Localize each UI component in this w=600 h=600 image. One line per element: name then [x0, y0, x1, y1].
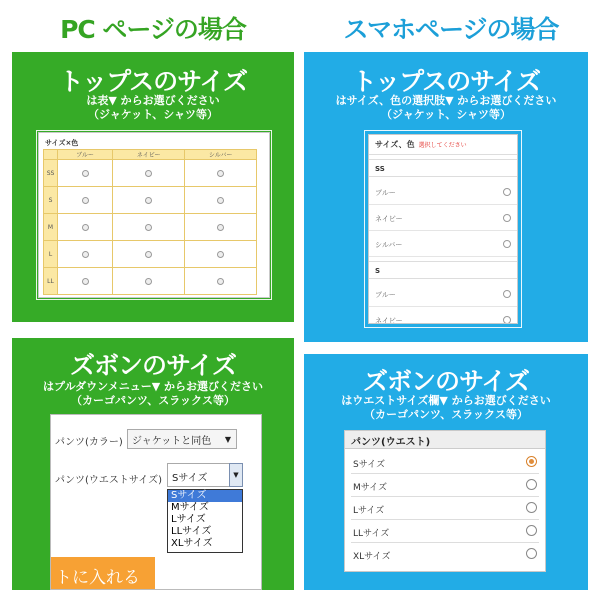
pc-pants-form [50, 414, 262, 590]
list-item[interactable] [369, 307, 517, 324]
sp-tops-subtitle: はサイズ、色の選択肢▼ からお選びください [335, 94, 557, 107]
sp-pants-panel [304, 354, 588, 590]
required-note: 選択してください [418, 142, 467, 149]
radio-button[interactable] [217, 224, 224, 231]
row-header: SS [44, 160, 58, 187]
radio-button[interactable] [503, 316, 511, 324]
list-item[interactable] [369, 205, 517, 231]
list-item[interactable] [351, 474, 539, 497]
pc-tops-subtitle: は表▼ からお選びください [86, 94, 220, 107]
radio-button[interactable] [145, 170, 152, 177]
list-item[interactable] [351, 543, 539, 566]
dropdown-arrow-icon: ▼ [224, 435, 231, 444]
color-field-label: パンツ(カラー) [55, 437, 123, 448]
smartphone-page-heading: スマホページの場合 [343, 15, 559, 44]
option-label: Sサイズ [353, 460, 385, 470]
pc-pants-panel [12, 338, 294, 590]
radio-button[interactable] [503, 214, 511, 222]
pc-pants-subtitle: はプルダウンメニュー▼ からお選びください [42, 380, 264, 393]
column-header: ブルー [58, 150, 113, 160]
option-label: XLサイズ [353, 552, 391, 562]
dropdown-option[interactable]: XLサイズ [171, 538, 213, 549]
radio-button[interactable] [82, 251, 89, 258]
radio-button[interactable] [82, 278, 89, 285]
radio-button[interactable] [503, 188, 511, 196]
waist-header: パンツ(ウエスト) [345, 431, 545, 449]
pc-tops-size-color-table [38, 132, 270, 298]
dropdown-option[interactable]: Lサイズ [171, 514, 206, 525]
radio-button[interactable] [526, 479, 537, 490]
radio-button[interactable] [145, 224, 152, 231]
column-header: ネイビー [113, 150, 185, 160]
row-header: M [44, 214, 58, 241]
list-item[interactable] [351, 451, 539, 474]
radio-button[interactable] [145, 278, 152, 285]
radio-button[interactable] [217, 278, 224, 285]
list-item[interactable] [369, 231, 517, 257]
sp-tops-subtitle-2: （ジャケット、シャツ等） [380, 108, 512, 121]
dropdown-option[interactable]: LLサイズ [171, 526, 212, 537]
sp-tops-option-list [368, 134, 518, 324]
size-color-grid [43, 149, 257, 295]
sp-tops-panel [304, 52, 588, 342]
pc-pants-subtitle-2: （カーゴパンツ、スラックス等） [71, 394, 235, 407]
option-label: Mサイズ [353, 483, 388, 493]
dropdown-arrow-icon[interactable]: ▼ [229, 463, 243, 487]
color-select[interactable] [127, 429, 237, 449]
radio-button[interactable] [217, 170, 224, 177]
table-label: サイズ×色 [45, 139, 79, 147]
column-header: シルバー [185, 150, 257, 160]
option-label: ブルー [375, 291, 396, 299]
row-header: LL [44, 268, 58, 295]
radio-button[interactable] [526, 525, 537, 536]
row-header: L [44, 241, 58, 268]
waist-dropdown-list [167, 489, 243, 553]
radio-button[interactable] [145, 197, 152, 204]
sp-tops-title: トップスのサイズ [351, 67, 541, 96]
sp-pants-option-list [344, 430, 546, 572]
dropdown-option[interactable]: Sサイズ [168, 490, 242, 502]
sp-pants-subtitle-2: （カーゴパンツ、スラックス等） [364, 408, 528, 421]
pc-page-heading: PC ページの場合 [60, 15, 246, 44]
radio-button[interactable] [145, 251, 152, 258]
radio-button[interactable] [82, 197, 89, 204]
option-label: ネイビー [375, 317, 403, 324]
add-to-cart-button[interactable]: トに入れる [51, 557, 155, 590]
list-item[interactable] [369, 179, 517, 205]
pc-pants-title: ズボンのサイズ [69, 351, 236, 380]
radio-button[interactable] [526, 456, 537, 467]
sp-pants-subtitle: はウエストサイズ欄▼ からお選びください [341, 394, 551, 407]
radio-button[interactable] [82, 170, 89, 177]
waist-field-label: パンツ(ウエストサイズ) [55, 475, 163, 486]
row-header: S [44, 187, 58, 214]
corner-cell [44, 150, 58, 160]
radio-button[interactable] [82, 224, 89, 231]
pc-tops-subtitle-2: （ジャケット、シャツ等） [87, 108, 219, 121]
header-label: サイズ、色 [375, 140, 415, 149]
size-group-header: S [369, 261, 517, 279]
size-group-header: SS [369, 159, 517, 177]
radio-button[interactable] [217, 197, 224, 204]
option-label: シルバー [375, 241, 403, 249]
color-select-value: ジャケットと同色 [132, 436, 212, 447]
option-label: LLサイズ [353, 529, 390, 539]
pc-tops-panel [12, 52, 294, 322]
pc-tops-title: トップスのサイズ [58, 67, 248, 96]
list-item[interactable] [351, 520, 539, 543]
list-item[interactable] [351, 497, 539, 520]
dropdown-option[interactable]: Mサイズ [171, 502, 209, 513]
radio-button[interactable] [526, 548, 537, 559]
radio-button[interactable] [503, 290, 511, 298]
sp-pants-title: ズボンのサイズ [362, 367, 529, 396]
radio-button[interactable] [526, 502, 537, 513]
option-label: ブルー [375, 189, 396, 197]
option-label: Lサイズ [353, 506, 385, 516]
radio-button[interactable] [217, 251, 224, 258]
radio-button[interactable] [503, 240, 511, 248]
option-label: ネイビー [375, 215, 403, 223]
list-item[interactable] [369, 281, 517, 307]
size-color-header [369, 135, 517, 155]
waist-select-value: Sサイズ [172, 473, 208, 484]
